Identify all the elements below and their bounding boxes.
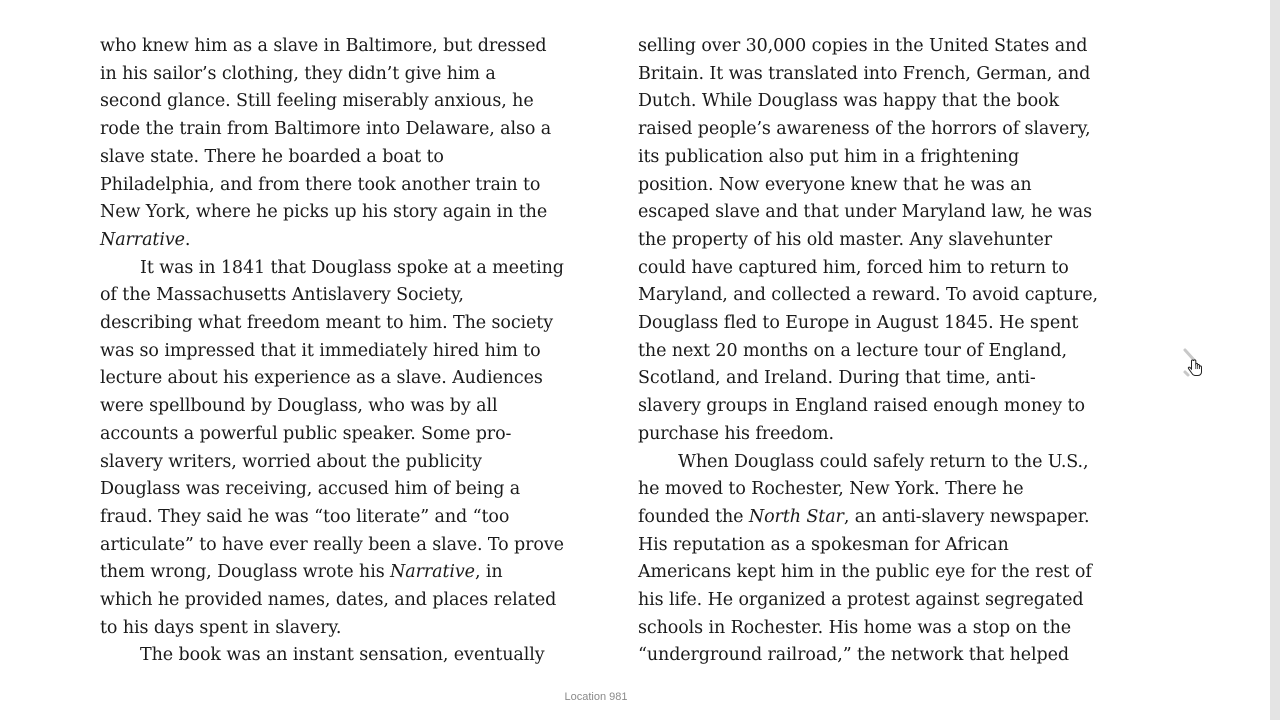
text-line: “underground railroad,” the network that helped xyxy=(638,645,1069,666)
text-line: slavery groups in England raised enough money to xyxy=(638,396,1085,417)
text-line: Douglass fled to Europe in August 1845. He spent xyxy=(638,313,1079,334)
text-line: to his days spent in slavery. xyxy=(100,617,342,638)
window-edge xyxy=(1270,0,1280,720)
text-line: Dutch. While Douglass was happy that the book xyxy=(638,91,1059,112)
hand-pointer-icon xyxy=(1182,348,1206,382)
text-line: Scotland, and Ireland. During that time, anti- xyxy=(638,368,1036,389)
text-line: articulate” to have ever really been a slave. To prove xyxy=(100,534,564,555)
text-line: the property of his old master. Any slavehunter xyxy=(638,229,1053,250)
text-line: It was in 1841 that Douglass spoke at a meeting xyxy=(140,257,564,278)
text-line: purchase his freedom. xyxy=(638,423,835,444)
text-line: could have captured him, forced him to return to xyxy=(638,257,1069,278)
text-line: slavery writers, worried about the publicity xyxy=(100,451,482,472)
text-line: its publication also put him in a frightening xyxy=(638,146,1020,167)
clipped-header-fragment xyxy=(638,0,998,2)
text-line: Philadelphia, and from there took another train to xyxy=(100,174,541,195)
text-line: lecture about his experience as a slave. Audiences xyxy=(100,368,543,389)
text-line: second glance. Still feeling miserably anxious, he xyxy=(100,91,534,112)
text-line: slave state. There he boarded a boat to xyxy=(100,146,444,167)
text-line: rode the train from Baltimore into Delaware, also a xyxy=(100,119,552,140)
text-line: Americans kept him in the public eye for the rest of xyxy=(638,562,1092,583)
text-line: schools in Rochester. His home was a stop on the xyxy=(638,617,1071,638)
text-line: Narrative. xyxy=(100,229,191,250)
text-line: he moved to Rochester, New York. There he xyxy=(638,479,1024,500)
text-line: describing what freedom meant to him. The society xyxy=(100,313,553,334)
text-line: New York, where he picks up his story again in the xyxy=(100,202,548,223)
right-text-column xyxy=(638,33,1098,670)
left-text-column xyxy=(100,33,564,670)
text-line: His reputation as a spokesman for African xyxy=(638,534,1009,555)
text-line: Maryland, and collected a reward. To avoid capture, xyxy=(638,285,1098,306)
text-line: Douglass was receiving, accused him of being a xyxy=(100,479,521,500)
next-page-button[interactable] xyxy=(1182,348,1206,382)
text-line: escaped slave and that under Maryland law, he was xyxy=(638,202,1092,223)
text-line: Britain. It was translated into French, German, and xyxy=(638,63,1091,84)
text-line: The book was an instant sensation, eventually xyxy=(140,645,545,666)
text-line: When Douglass could safely return to the U.S., xyxy=(678,451,1089,472)
text-line: were spellbound by Douglass, who was by all xyxy=(100,396,498,417)
text-line: his life. He organized a protest against segregated xyxy=(638,590,1084,611)
text-line: of the Massachusetts Antislavery Society, xyxy=(100,285,464,306)
text-line: the next 20 months on a lecture tour of England, xyxy=(638,340,1067,361)
text-line: founded the North Star, an anti-slavery newspaper. xyxy=(638,506,1090,527)
text-line: which he provided names, dates, and places related xyxy=(100,590,557,611)
text-line: in his sailor’s clothing, they didn’t give him a xyxy=(100,63,496,84)
text-line: raised people’s awareness of the horrors of slavery, xyxy=(638,119,1091,140)
text-line: fraud. They said he was “too literate” and “too xyxy=(100,506,510,527)
text-line: was so impressed that it immediately hired him to xyxy=(100,340,541,361)
text-line: them wrong, Douglass wrote his Narrative, in xyxy=(100,562,503,583)
text-line: accounts a powerful public speaker. Some pro- xyxy=(100,423,512,444)
text-line: selling over 30,000 copies in the United States and xyxy=(638,36,1088,56)
location-indicator: Location 981 xyxy=(564,691,628,703)
text-line: position. Now everyone knew that he was an xyxy=(638,174,1032,195)
text-line: who knew him as a slave in Baltimore, but dressed xyxy=(100,36,547,56)
